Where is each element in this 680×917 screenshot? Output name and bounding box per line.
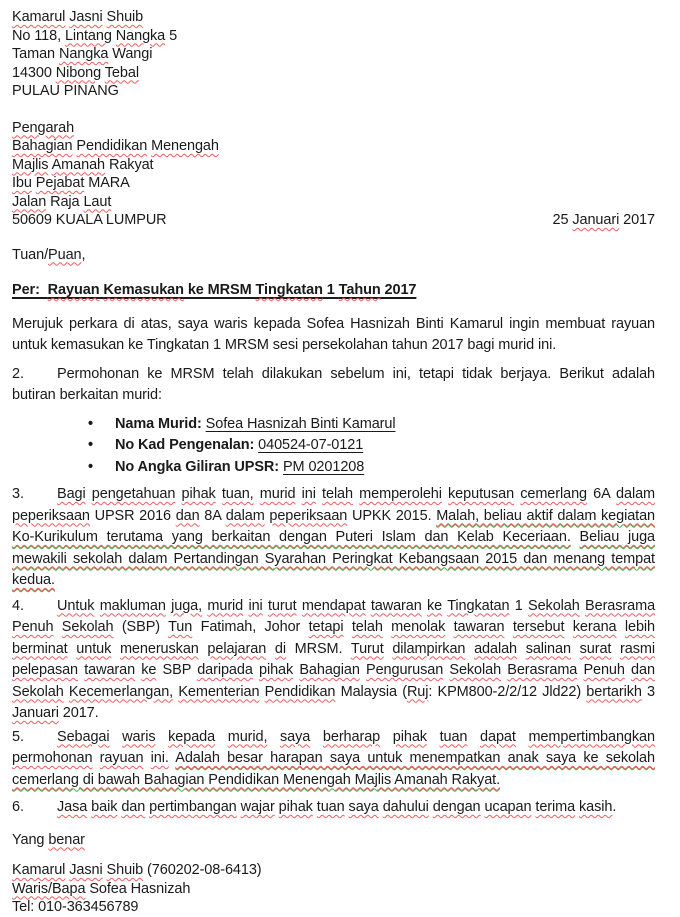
spellcheck-squiggle: Berasrama [507, 662, 578, 678]
spellcheck-squiggle: berminat [12, 640, 68, 657]
spellcheck-squiggle: telah [322, 486, 353, 502]
spellcheck-squiggle: tuan [439, 728, 468, 745]
spellcheck-squiggle: Tingkatan [255, 282, 323, 298]
city-date-row [12, 211, 655, 230]
spellcheck-squiggle: Beliau juga mewakili sekolah dalam Pertandingan Syarahan Peringkat Kebangsaan 2015 dan menang tempat kedua. [12, 529, 655, 588]
paragraph-text: Permohonan ke MRSM telah dilakukan sebelum ini, tetapi tidak berjaya. Berikut adalah butiran berkaitan murid: [12, 365, 655, 403]
spellcheck-squiggle: Waris/Bapa [12, 880, 86, 897]
spellcheck-squiggle: menolak [391, 619, 446, 635]
spellcheck-squiggle: peperiksaan [12, 507, 90, 524]
spellcheck-squiggle: pertimbangan [149, 799, 237, 815]
spellcheck-squiggle: pihak [181, 486, 216, 502]
spellcheck-squiggle: daripada [197, 662, 253, 678]
spellcheck-squiggle: bertarikh [586, 683, 642, 700]
spellcheck-squiggle: Adalah besar harapan saya untuk menempatkan anak saya ke sekolah cemerlang di bawah Bahagian Pendidikan Menengah Majlis Amanah Rakyat. [12, 750, 655, 788]
sender-address-line: PULAU PINANG [12, 83, 119, 99]
spellcheck-squiggle: Pendidikan [76, 138, 148, 154]
spellcheck-squiggle: kepada [168, 728, 216, 745]
paragraph-number: 5. [12, 728, 24, 745]
spellcheck-squiggle: tuan [316, 799, 345, 815]
spellcheck-squiggle: mempertimbangkan [528, 728, 655, 745]
recipient-address-line [12, 119, 655, 138]
spellcheck-squiggle: Januari [572, 212, 620, 228]
recipient-address [12, 119, 655, 230]
spellcheck-squiggle: Bahagian [299, 662, 360, 678]
recipient-city-line: 50609 KUALA LUMPUR [12, 212, 167, 228]
spellcheck-squiggle: Rayuan [47, 282, 100, 298]
spellcheck-squiggle: Jasni [69, 862, 103, 878]
signature-block [12, 861, 655, 917]
spellcheck-squiggle: dalam [616, 486, 656, 502]
spellcheck-squiggle: Puan [48, 246, 82, 263]
spellcheck-squiggle: pelepasan [12, 662, 79, 678]
paragraph-number: 6. [12, 799, 24, 815]
spellcheck-squiggle: keputusan [448, 486, 515, 502]
spellcheck-squiggle: Kementerian [178, 683, 260, 700]
spellcheck-squiggle: Berasrama [585, 597, 656, 614]
spellcheck-squiggle: dan [175, 507, 200, 524]
spellcheck-squiggle: meneruskan [119, 640, 199, 657]
spellcheck-squiggle: murid, [227, 728, 268, 745]
spellcheck-squiggle: Ibu [12, 175, 32, 191]
spellcheck-squiggle: Januari [12, 705, 59, 721]
signature-name: Kamarul Jasni Shuib (760202-08-6413) [12, 862, 262, 878]
list-item [12, 414, 655, 436]
text-segment: Nama Murid: [115, 415, 202, 432]
spellcheck-squiggle: tawaran [370, 597, 422, 614]
spellcheck-squiggle: cemerlang [520, 486, 588, 502]
paragraph-text: Jasa baik dan pertimbangan wajar pihak tuan saya dahului dengan ucapan terima kasih. [57, 799, 617, 815]
spellcheck-squiggle: Lintang [64, 27, 112, 44]
spellcheck-squiggle: pihak [392, 728, 427, 745]
spellcheck-squiggle: saya [280, 728, 311, 745]
paragraph-5 [12, 727, 655, 792]
spellcheck-squiggle: memperolehi [359, 486, 442, 502]
spellcheck-squiggle: Shuib [106, 9, 144, 25]
sender-address-line: 14300 Nibong Tebal [12, 64, 139, 81]
spellcheck-squiggle: Kamarul [12, 862, 66, 878]
spellcheck-squiggle: kasih [579, 799, 613, 815]
spellcheck-squiggle: peperiksaan [269, 507, 348, 524]
spellcheck-squiggle: waris [122, 728, 156, 745]
spellcheck-squiggle: Sekolah [528, 597, 580, 614]
spellcheck-squiggle: kerana [572, 619, 617, 635]
spellcheck-squiggle: dilampirkan [392, 640, 466, 657]
spellcheck-squiggle: mendapat [301, 597, 366, 614]
spellcheck-squiggle: Bagi [57, 486, 86, 502]
sender-address-line [12, 8, 655, 27]
spellcheck-squiggle: tuan, [221, 486, 254, 502]
recipient-address-line [12, 137, 655, 156]
list-item [12, 435, 655, 457]
spellcheck-squiggle: Kamarul [12, 9, 66, 25]
paragraph-number: 3. [12, 486, 24, 502]
spellcheck-squiggle: Malah, beliau aktif dalam kegiatan Ko-Kurikulum terutama yang berkaitan dengan Puteri Islam dan Kelab Keceriaan. [12, 507, 656, 545]
signature-phone: Tel: 010-363456789 [12, 899, 139, 915]
spellcheck-squiggle: berharap [322, 728, 381, 745]
spellcheck-squiggle: tawaran [84, 662, 136, 678]
spellcheck-squiggle: dan [631, 662, 655, 678]
spellcheck-squiggle: ini. [150, 750, 169, 766]
spellcheck-squiggle: juga, [171, 597, 203, 614]
spellcheck-squiggle: Pejabat [35, 175, 85, 191]
spellcheck-squiggle: Nibong [55, 64, 102, 81]
spellcheck-squiggle: dengan [432, 799, 481, 815]
paragraph-number: 4. [12, 597, 24, 614]
spellcheck-squiggle: di [274, 640, 286, 657]
spellcheck-squiggle: Pengurusan [366, 662, 444, 678]
spellcheck-squiggle: ini [248, 597, 263, 614]
spellcheck-squiggle: Bahagian [12, 138, 73, 154]
sender-address [12, 8, 655, 101]
paragraph-4 [12, 596, 655, 725]
spellcheck-squiggle: Ruj [406, 683, 429, 700]
spellcheck-squiggle: Jasni [69, 9, 103, 25]
spellcheck-squiggle: telah [351, 619, 383, 635]
spellcheck-squiggle: Kecemerlangan, [68, 683, 174, 700]
spellcheck-squiggle: rayuan [99, 750, 144, 766]
recipient-address-line: Ibu Pejabat MARA [12, 175, 130, 191]
spellcheck-squiggle: Sekolah [12, 683, 64, 700]
spellcheck-squiggle: tetapi [308, 619, 344, 635]
spellcheck-squiggle: pengetahuan [91, 486, 176, 502]
paragraph-2 [12, 364, 655, 407]
spellcheck-squiggle: ke [427, 597, 443, 614]
closing-phrase: Yang benar [12, 831, 85, 848]
text-segment: No Kad Pengenalan: [115, 437, 255, 453]
spellcheck-squiggle: pihak [278, 799, 313, 815]
spellcheck-squiggle: Tahun [338, 282, 381, 298]
spellcheck-squiggle: ke [141, 662, 157, 678]
spellcheck-squiggle: wajar [240, 799, 275, 815]
text-segment: No Angka Giliran UPSR: [115, 458, 280, 475]
signature-role: Waris/Bapa Sofea Hasnizah [12, 880, 191, 897]
spellcheck-squiggle: Nangka [58, 46, 109, 62]
sender-address-line: No 118, Lintang Nangka 5 [12, 27, 178, 44]
spellcheck-squiggle: murid [207, 597, 244, 614]
text-segment: 040524-07-0121 [258, 437, 364, 453]
spellcheck-squiggle: adalah [474, 640, 518, 657]
recipient-address-line: Jalan Raja Laut [12, 193, 112, 210]
recipient-address-line: Majlis Amanah Rakyat [12, 156, 154, 173]
paragraph-text: Untuk makluman juga, murid ini turut mendapat tawaran ke Tingkatan 1 Sekolah Berasrama Penuh Sekolah (SBP) Tun Fatimah, Johor tetapi telah menolak tawaran tersebut kerana lebih berminat untuk meneruskan pelajaran di MRSM. Turut dilampirkan adalah salinan surat rasmi pelepasan tawaran ke SBP daripada pihak Bahagian Pengurusan Sekolah Berasrama Penuh dan Sekolah Kecemerlangan, Kementerian Pendidikan Malaysia (Ruj: KPM800-2/2/12 Jld22) bertarikh 3 Januari 2017. [12, 597, 656, 721]
spellcheck-squiggle: Tun [168, 619, 193, 635]
spellcheck-squiggle: Tingkatan [447, 597, 510, 614]
spellcheck-squiggle: dapat [480, 728, 516, 745]
list-item [12, 457, 655, 479]
spellcheck-squiggle: baik [91, 799, 118, 815]
spellcheck-squiggle: Sebagai [57, 728, 110, 745]
spellcheck-squiggle: Jalan [12, 193, 47, 210]
spellcheck-squiggle: Untuk [57, 597, 95, 614]
paragraph-6 [12, 797, 655, 819]
spellcheck-squiggle: ucapan [484, 799, 532, 815]
spellcheck-squiggle: saya [348, 799, 379, 815]
spellcheck-squiggle: Pendidikan [264, 683, 336, 700]
spellcheck-squiggle: pihak [259, 662, 294, 678]
spellcheck-squiggle: dalam [225, 507, 265, 524]
paragraph-number: 2. [12, 365, 24, 382]
spellcheck-squiggle: surat [579, 640, 612, 657]
spellcheck-squiggle: Jasa [57, 799, 88, 815]
spellcheck-squiggle: Sekolah [449, 662, 502, 678]
spellcheck-squiggle: Sekolah [61, 619, 114, 635]
spellcheck-squiggle: murid [259, 486, 296, 502]
spellcheck-squiggle: Amanah [51, 156, 106, 173]
spellcheck-squiggle: Penuh [12, 619, 54, 635]
text-segment: Sofea Hasnizah Binti Kamarul [205, 415, 396, 432]
letter-date: 25 Januari 2017 [552, 212, 655, 228]
spellcheck-squiggle: Tebal [104, 64, 139, 81]
spellcheck-squiggle: Nangka [115, 27, 166, 44]
spellcheck-squiggle: untuk [76, 640, 112, 657]
paragraph-text: Bagi pengetahuan pihak tuan, murid ini telah memperolehi keputusan cemerlang 6A dalam peperiksaan UPSR 2016 dan 8A dalam peperiksaan UPKK 2015. Malah, beliau aktif dalam kegiatan Ko-Kurikulum terutama yang berkaitan dengan Puteri Islam dan Kelab Keceriaan. Beliau juga mewakili sekolah dalam Pertandingan Syarahan Peringkat Kebangsaan 2015 dan menang tempat kedua. [12, 486, 656, 588]
spellcheck-squiggle: salinan [525, 640, 571, 657]
paragraph-3 [12, 484, 655, 592]
spellcheck-squiggle: Pengarah [12, 119, 75, 136]
spellcheck-squiggle: rasmi [620, 640, 655, 657]
spellcheck-squiggle: ini [301, 486, 316, 502]
spellcheck-squiggle: Menengah [151, 138, 219, 154]
spellcheck-squiggle: tersebut [512, 619, 565, 635]
spellcheck-squiggle: tawaran [453, 619, 505, 635]
spellcheck-squiggle: Turut [350, 640, 384, 657]
spellcheck-squiggle: dahului [382, 799, 429, 815]
paragraph-text [12, 729, 655, 788]
student-details-list [12, 414, 655, 479]
spellcheck-squiggle: lebih [624, 619, 655, 635]
sender-address-line: Taman Nangka Wangi [12, 46, 153, 62]
spellcheck-squiggle: benar [48, 831, 85, 848]
spellcheck-squiggle: Laut [83, 193, 112, 210]
paragraph-1: Merujuk perkara di atas, saya waris kepada Sofea Hasnizah Binti Kamarul ingin membuat rayuan untuk kemasukan ke Tingkatan 1 MRSM sesi persekolahan tahun 2017 bagi murid ini. [12, 315, 655, 353]
spellcheck-squiggle: pelajaran [207, 640, 267, 657]
spellcheck-squiggle: makluman [99, 597, 166, 614]
salutation: Tuan/Puan, [12, 246, 86, 263]
spellcheck-squiggle: terima [535, 799, 576, 815]
subject-line: Per: Rayuan Kemasukan ke MRSM Tingkatan 1 Tahun 2017 [12, 282, 417, 298]
spellcheck-squiggle: Penuh [583, 662, 625, 678]
spellcheck-squiggle: Shuib [106, 862, 144, 878]
spellcheck-squiggle: turut [267, 597, 297, 614]
spellcheck-squiggle: Majlis [12, 156, 49, 173]
text-segment: PM 0201208 [282, 458, 365, 475]
spellcheck-squiggle: dan [121, 799, 146, 815]
spellcheck-squiggle: permohonan [12, 750, 93, 766]
spellcheck-squiggle: Kemasukan [103, 282, 184, 298]
